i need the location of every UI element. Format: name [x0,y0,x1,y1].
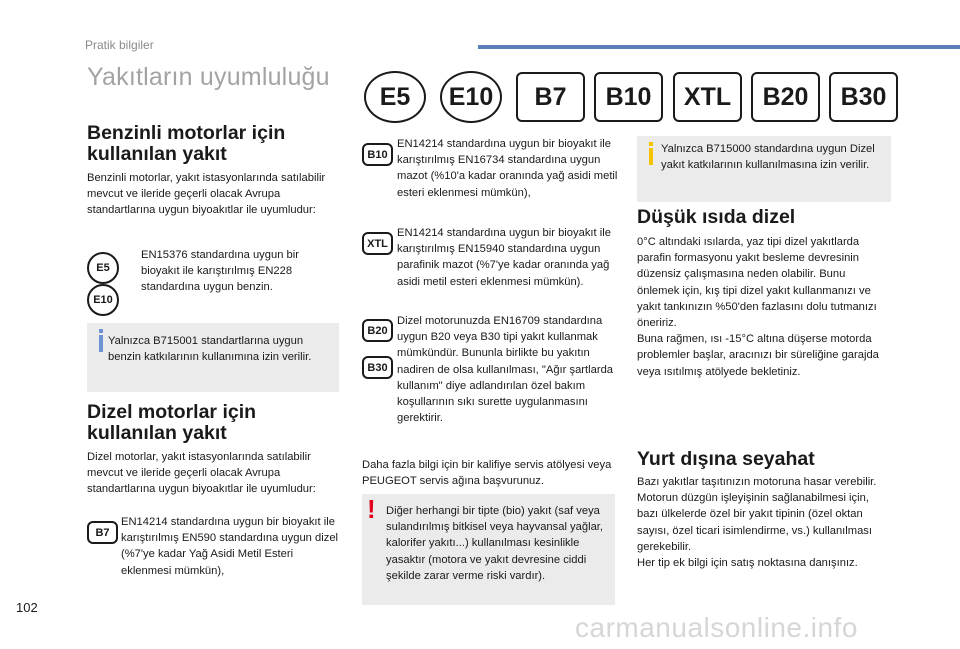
page-title: Yakıtların uyumluluğu [87,63,330,91]
gasoline-info-text: Yalnızca B715001 standartlarına uygun benzin katkılarının kullanımına izin verilir. [108,335,312,364]
diesel-info-box [637,136,891,202]
b20-b30-description: Dizel motorunuzda EN16709 standardına uygun B20 veya B30 tipi yakıt kullanmak mümkündür. Bununla birlikte bu yakıtın nadiren de olsa kullanılması, "Ağır şartlarda kullanım" diye adlandırılan özel bakım koşullarının sıkı surette uygulanmasını gerektirir. [397,315,614,425]
cold-weather-heading: Düşük ısıda dizel [637,206,796,228]
diesel-intro: Dizel motorlar, yakıt istasyonlarında satılabilir mevcut ve ileride geçerli olacak Avrupa standartlarına uygun biyoakıtlar ile uyumludur: [87,451,316,496]
warning-icon: ! [367,494,376,524]
diesel-heading: Dizel motorlar için kullanılan yakıt [87,401,257,444]
label-e5-small: E5 [87,252,119,284]
watermark: carmanualsonline.info [575,612,858,643]
label-b10-small: B10 [362,143,393,166]
info-icon [649,142,653,146]
fuel-label-e10: E10 [440,71,502,123]
warning-text: Diğer herhangi bir tipte (bio) yakıt (saf veya sulandırılmış bitkisel veya hayvansal yağlar, kalorifer yakıtı...) kullanılması kesinlikle yasaktır (motora ve yakıt devresine ciddi şekilde zarar verme riski vardır). [386,505,604,582]
fuel-label-e5: E5 [364,71,426,123]
gasoline-e-description: EN15376 standardına uygun bir bioyakıt ile karıştırılmış EN228 standardına uygun benzin. [141,249,299,294]
section-label: Pratik bilgiler [85,38,154,52]
label-b30-small: B30 [362,356,393,379]
label-b20-small: B20 [362,319,393,342]
fuel-label-b7: B7 [516,72,585,122]
info-icon [99,329,103,333]
b10-description: EN14214 standardına uygun bir bioyakıt ile karıştırılmış EN16734 standardına uygun mazot (%10'a kadar oranında yağ asidi metil esteri eklenmesi mümkün), [397,138,618,199]
diesel-b7-description: EN14214 standardına uygun bir bioyakıt ile karıştırılmış EN590 standardına uygun dizel (%7'ye kadar Yağ Asidi Metil Esteri eklenmesi mümkün), [121,516,339,577]
fuel-label-b20: B20 [751,72,820,122]
page-number: 102 [16,600,38,615]
warning-box [362,494,615,605]
label-xtl-small: XTL [362,232,393,255]
more-info-text: Daha fazla bilgi için bir kalifiye servis atölyesi veya PEUGEOT servis ağına başvurunuz. [362,459,612,488]
diesel-info-text: Yalnızca B715000 standardına uygun Dizel yakıt katkılarının kullanılmasına izin verilir. [661,143,875,172]
fuel-label-xtl: XTL [673,72,742,122]
xtl-description: EN14214 standardına uygun bir bioyakıt ile karıştırılmış EN15940 standardına uygun parafinik mazot (%7'ye kadar oranında yağ asidi metil esteri eklenmesi mümkün). [397,227,611,288]
label-b7-small: B7 [87,521,118,544]
fuel-label-b30: B30 [829,72,898,122]
gasoline-info-box [87,323,339,392]
header-rule [478,45,960,49]
label-e10-small: E10 [87,284,119,316]
gasoline-intro: Benzinli motorlar, yakıt istasyonlarında satılabilir mevcut ve ileride geçerli olacak Avrupa standartlarına uygun biyoakıtlar ile uyumludur: [87,172,326,217]
gasoline-heading: Benzinli motorlar için kullanılan yakıt [87,122,286,165]
abroad-heading: Yurt dışına seyahat [637,448,815,470]
abroad-text: Bazı yakıtlar taşıtınızın motoruna hasar verebilir. Motorun düzgün işleyişinin sağlanabilmesi için, bazı ülkelerde özel bir yakıt tipinin (özel oktan sayısı, özel ticari isimlendirme, vs.) kullanılması gerekebilir. Her tip ek bilgi için satış noktasına danışınız. [637,476,877,570]
fuel-label-b10: B10 [594,72,663,122]
cold-weather-text: 0°C altındaki ısılarda, yaz tipi dizel yakıtlarda parafin formasyonu yakıt besleme devresinin düzensiz çalışmasına neden olabilir. Bunu önlemek için, kış tipi dizel yakıt kullanmanızı ve yakıt tankınızın %50'den fazlasını dolu tutmanızı öneririz. Buna rağmen, ısı -15°C altına düşerse motorda problemler başlar, aracınızı bir süreliğine garajda veya ısıtılmış atölyede bekletiniz. [637,236,879,378]
